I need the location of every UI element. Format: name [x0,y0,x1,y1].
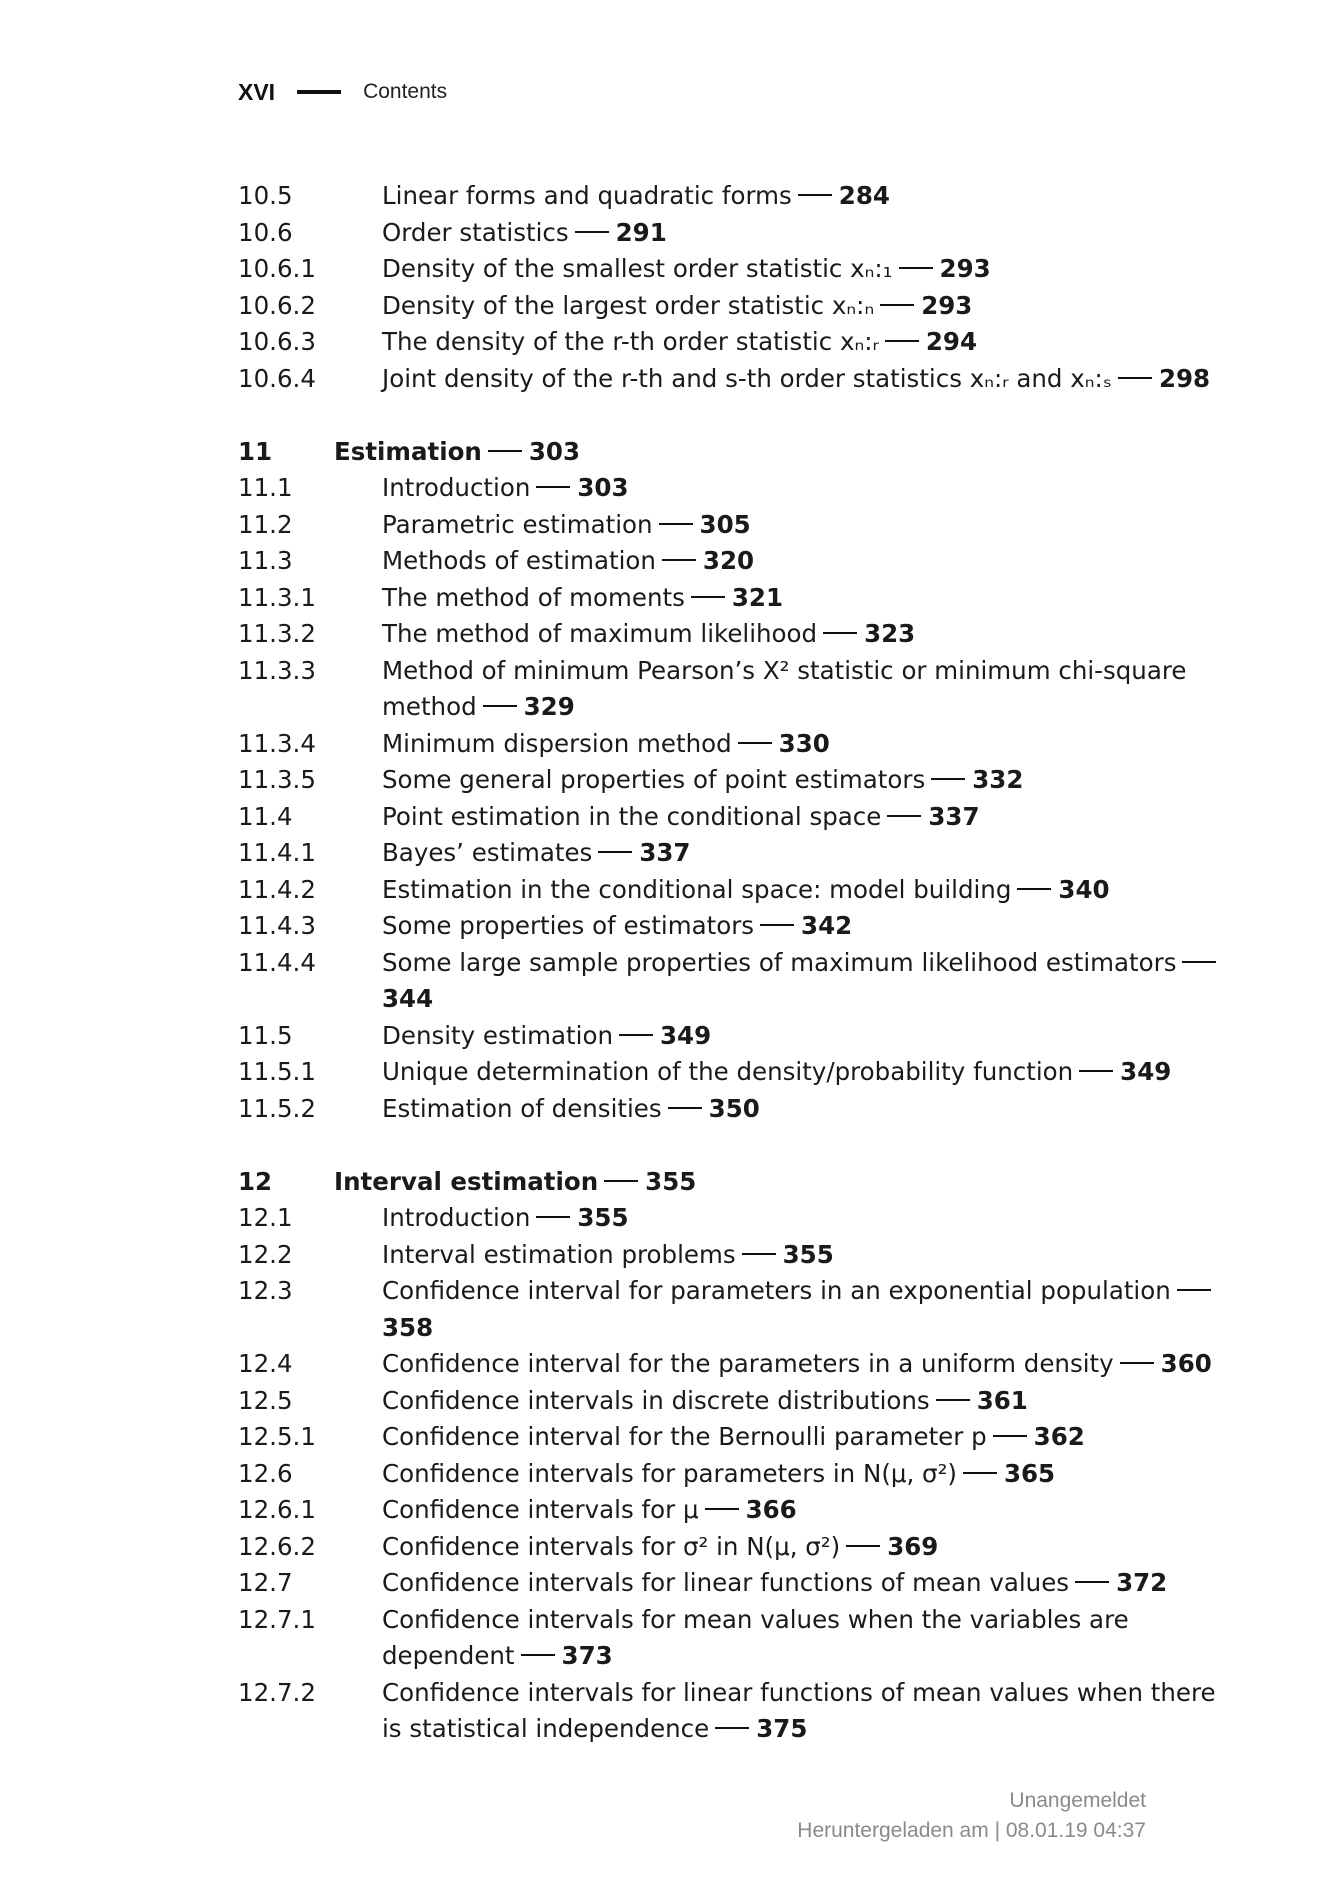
entry-title-block [382,1273,1238,1346]
download-stamp [797,1786,1146,1846]
toc-entry [238,1383,1238,1420]
entry-title: Estimation [334,436,482,466]
entry-title: Confidence intervals for parameters in N(μ, σ²) [382,1458,957,1488]
entry-title-block [382,1018,1238,1055]
leader-dash [536,486,570,488]
entry-number: 11.4.1 [238,838,316,867]
entry-page-number: 375 [756,1714,808,1743]
entry-number: 11.3.2 [238,619,316,648]
leader-dash [742,1253,776,1255]
toc-entry [238,762,1238,799]
entry-title-block [382,288,1238,325]
entry-page-number: 294 [925,327,977,356]
entry-title: The method of maximum likelihood [382,619,818,648]
entry-title: Density of the largest order statistic xₙ:ₙ [382,290,875,320]
toc-entry [238,361,1238,398]
toc-entry [238,1200,1238,1237]
entry-title-block [382,251,1238,288]
toc-entry [238,726,1238,763]
leader-dash [1075,1581,1109,1583]
entry-title-block [382,1091,1238,1128]
leader-dash [521,1654,555,1656]
entry-title-block [382,799,1238,836]
entry-title-block [382,1456,1238,1493]
entry-page-number: 293 [921,290,973,320]
leader-dash [885,340,919,342]
entry-page-number: 337 [928,801,980,831]
entry-title: Confidence intervals for linear functions of mean values [382,1568,1070,1597]
entry-page-number: 365 [1003,1458,1056,1488]
entry-title-block [382,1383,1238,1420]
toc-entry [238,1529,1238,1566]
entry-page-number: 291 [615,217,667,247]
toc-entry [238,324,1238,361]
entry-number: 11.4.3 [238,911,316,940]
entry-page-number: 332 [972,765,1024,794]
entry-title: Introduction [382,1203,531,1232]
running-header [238,72,447,112]
page-number: XVI [238,78,276,105]
entry-page-number: 342 [801,911,853,940]
leader-dash [598,851,632,853]
toc-entry [238,1018,1238,1055]
leader-dash [668,1107,702,1109]
entry-number: 11.5.1 [238,1057,316,1086]
entry-page-number: 355 [645,1166,697,1196]
entry-title: Some general properties of point estimators [382,765,926,794]
entry-title-block [382,543,1238,580]
entry-page-number: 303 [528,436,581,466]
leader-dash [1120,1362,1154,1364]
leader-dash [846,1545,880,1547]
entry-title-block [382,872,1238,909]
entry-number: 12.4 [238,1349,293,1378]
toc-entry [238,908,1238,945]
toc-entry [238,1602,1238,1675]
entry-number: 12.6 [238,1458,293,1488]
entry-number: 12.7 [238,1568,293,1597]
toc-entry [238,872,1238,909]
entry-title: Point estimation in the conditional space [382,801,882,831]
entry-page-number: 366 [745,1495,797,1524]
entry-title: Some large sample properties of maximum likelihood estimators [382,947,1177,977]
entry-title-block [382,507,1238,544]
entry-title-block [382,726,1238,763]
entry-page-number: 323 [864,619,916,648]
leader-dash [798,194,832,196]
leader-dash [715,1727,749,1729]
entry-number: 10.5 [238,181,293,210]
entry-title-block [382,324,1238,361]
entry-title: Confidence interval for the Bernoulli parameter p [382,1422,987,1451]
entry-page-number: 284 [838,181,890,210]
entry-number: 12.2 [238,1239,293,1269]
entry-title: Confidence interval for parameters in an exponential population [382,1276,1171,1305]
entry-page-number: 337 [639,838,691,867]
entry-number: 10.6.4 [238,363,316,393]
entry-title-block [382,1419,1238,1456]
entry-title-block [382,1200,1238,1237]
toc-entry [238,580,1238,617]
entry-page-number: 373 [561,1641,613,1670]
toc-group [238,178,1238,397]
running-title: Contents [363,80,448,103]
entry-title: Confidence intervals for μ [382,1495,699,1524]
leader-dash [1177,1289,1211,1291]
entry-title: Linear forms and quadratic forms [382,181,792,210]
entry-title-block [382,653,1238,726]
entry-title-block [382,1602,1238,1675]
entry-title-block [382,1237,1238,1274]
toc-entry [238,507,1238,544]
entry-number: 11.4.4 [238,947,316,977]
toc-group [238,434,1238,1128]
entry-title: Methods of estimation [382,546,656,575]
toc-entry [238,1492,1238,1529]
entry-title-block [382,616,1238,653]
entry-number: 11.2 [238,509,293,539]
toc-entry [238,1565,1238,1602]
entry-title-block [382,835,1238,872]
toc-entry [238,1456,1238,1493]
toc-entry [238,653,1238,726]
entry-title-block [382,178,1238,215]
leader-dash [887,815,921,817]
leader-dash [1118,377,1152,379]
leader-dash [880,304,914,306]
entry-title: Estimation in the conditional space: model building [382,874,1012,904]
toc-entry [238,288,1238,325]
footer-line-1: Unangemeldet [1009,1789,1146,1812]
leader-dash [662,559,696,561]
entry-page-number: 349 [660,1020,712,1050]
toc-entry [238,1675,1238,1748]
entry-title-block [382,945,1238,1018]
entry-title: Confidence intervals for σ² in N(μ, σ²) [382,1531,841,1561]
entry-title: Parametric estimation [382,509,653,539]
toc-entry [238,1419,1238,1456]
entry-page-number: 372 [1116,1568,1168,1597]
entry-title: Interval estimation [334,1166,599,1196]
leader-dash [963,1472,997,1474]
entry-title: Unique determination of the density/probability function [382,1057,1074,1086]
entry-number: 10.6.3 [238,327,316,356]
toc-entry [238,178,1238,215]
leader-dash [659,523,693,525]
entry-page-number: 303 [577,473,629,502]
entry-page-number: 293 [939,254,991,283]
entry-title-block [382,1565,1238,1602]
entry-page-number: 358 [382,1312,434,1342]
toc-entry [238,945,1238,1018]
entry-title: Estimation of densities [382,1093,662,1123]
entry-title-block [382,1529,1238,1566]
entry-number: 12.5.1 [238,1422,316,1451]
entry-title: Order statistics [382,217,569,247]
entry-number: 11.4 [238,801,293,831]
toc-entry [238,1237,1238,1274]
entry-title: Introduction [382,473,531,502]
entry-title-block [382,1675,1238,1748]
entry-page-number: 321 [731,582,784,612]
entry-title-block [382,1054,1238,1091]
entry-page-number: 349 [1120,1057,1172,1086]
entry-page-number: 305 [699,509,751,539]
entry-number: 12.7.1 [238,1604,316,1634]
toc-entry [238,799,1238,836]
entry-number: 12.6.1 [238,1495,316,1524]
entry-page-number: 350 [708,1093,760,1123]
toc-entry [238,1346,1238,1383]
entry-title-block [382,361,1238,398]
entry-title: Confidence intervals for linear functions of mean values when there is statistical independence [382,1677,1216,1743]
entry-page-number: 360 [1160,1349,1212,1378]
entry-number: 12 [238,1166,273,1196]
entry-title: Some properties of estimators [382,911,755,940]
entry-page-number: 340 [1058,874,1110,904]
entry-number: 11.3.5 [238,765,316,794]
toc-entry [238,251,1238,288]
entry-number: 11 [238,436,273,466]
entry-number: 10.6.1 [238,254,316,283]
entry-number: 11.5 [238,1020,293,1050]
leader-dash [760,924,794,926]
entry-page-number: 320 [702,546,755,575]
leader-dash [619,1034,653,1036]
entry-title: Minimum dispersion method [382,728,732,758]
entry-title-block [382,470,1238,507]
leader-dash [488,450,522,452]
entry-page-number: 362 [1033,1422,1085,1451]
entry-title: Interval estimation problems [382,1239,736,1269]
entry-title: Confidence intervals for mean values when the variables are dependent [382,1604,1129,1670]
entry-page-number: 344 [382,984,434,1013]
entry-number: 11.3.4 [238,728,316,758]
leader-dash [1017,888,1051,890]
entry-number: 11.3 [238,546,293,575]
entry-number: 11.3.1 [238,582,316,612]
entry-number: 11.5.2 [238,1093,316,1123]
entry-title: The method of moments [382,582,685,612]
entry-title-block [382,580,1238,617]
leader-dash [536,1216,570,1218]
entry-number: 12.1 [238,1203,293,1232]
entry-title: Density of the smallest order statistic xₙ:₁ [382,254,893,283]
entry-page-number: 361 [976,1385,1028,1415]
leader-dash [823,632,857,634]
toc-entry [238,616,1238,653]
leader-dash [936,1399,970,1401]
entry-number: 12.3 [238,1276,293,1305]
entry-title-block [382,1346,1238,1383]
toc-entry [238,1054,1238,1091]
leader-dash [483,705,517,707]
entry-number: 10.6.2 [238,290,316,320]
entry-title: Confidence interval for the parameters in a uniform density [382,1349,1114,1378]
entry-page-number: 298 [1158,363,1211,393]
leader-dash [705,1508,739,1510]
table-of-contents [238,178,1238,1784]
leader-dash [1079,1070,1113,1072]
entry-number: 11.1 [238,473,293,502]
entry-title-block [334,1164,1238,1201]
leader-dash [604,1180,638,1182]
toc-entry [238,1091,1238,1128]
header-rule [297,90,341,94]
entry-title: Joint density of the r-th and s-th order statistics xₙ:ᵣ and xₙ:ₛ [382,363,1112,393]
toc-chapter-entry [238,434,1238,471]
entry-number: 10.6 [238,217,293,247]
entry-number: 12.7.2 [238,1677,316,1707]
entry-title-block [382,762,1238,799]
leader-dash [738,742,772,744]
toc-group [238,1164,1238,1748]
entry-number: 12.6.2 [238,1531,316,1561]
entry-page-number: 355 [782,1239,834,1269]
entry-page-number: 355 [577,1203,629,1232]
entry-page-number: 329 [523,692,575,721]
leader-dash [1182,961,1216,963]
entry-title-block [382,215,1238,252]
toc-entry [238,215,1238,252]
entry-title-block [382,908,1238,945]
entry-page-number: 369 [887,1531,939,1561]
entry-title: Bayes’ estimates [382,838,593,867]
entry-page-number: 330 [778,728,830,758]
entry-title: Method of minimum Pearson’s X² statistic or minimum chi-square method [382,655,1187,721]
entry-number: 11.3.3 [238,655,316,685]
toc-entry [238,835,1238,872]
leader-dash [993,1435,1027,1437]
entry-title-block [382,1492,1238,1529]
leader-dash [575,231,609,233]
entry-title-block [334,434,1238,471]
toc-chapter-entry [238,1164,1238,1201]
leader-dash [899,267,933,269]
entry-title: Confidence intervals in discrete distributions [382,1385,930,1415]
leader-dash [691,596,725,598]
toc-entry [238,543,1238,580]
entry-title: The density of the r-th order statistic xₙ:ᵣ [382,327,879,356]
entry-title: Density estimation [382,1020,613,1050]
toc-entry [238,1273,1238,1346]
entry-number: 11.4.2 [238,874,316,904]
entry-number: 12.5 [238,1385,293,1415]
toc-entry [238,470,1238,507]
footer-line-2: Heruntergeladen am | 08.01.19 04:37 [797,1819,1146,1842]
leader-dash [931,778,965,780]
